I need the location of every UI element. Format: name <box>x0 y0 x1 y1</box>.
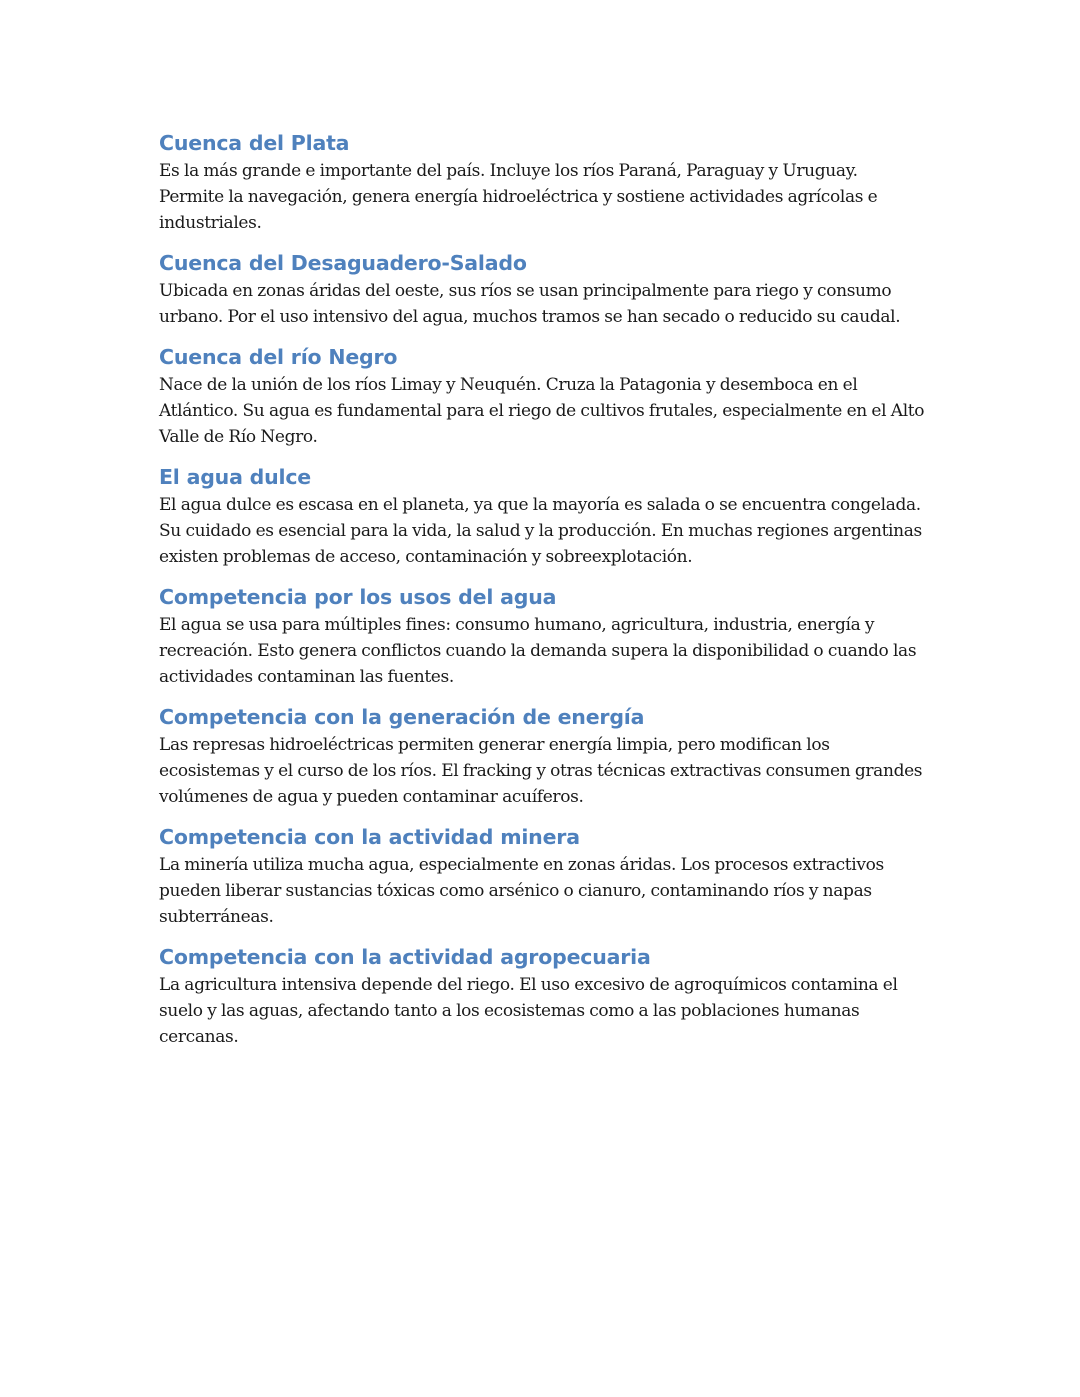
section-heading: Cuenca del río Negro <box>159 345 398 369</box>
body-line: ecosistemas y el curso de los ríos. El fracking y otras técnicas extractivas consumen grandes <box>159 761 923 781</box>
body-line: suelo y las aguas, afectando tanto a los ecosistemas como a las poblaciones humanas <box>159 1001 860 1021</box>
section-competencia-usos-del-agua <box>159 582 929 690</box>
body-line: Valle de Río Negro. <box>159 427 318 447</box>
section-heading: Cuenca del Desaguadero-Salado <box>159 251 527 275</box>
body-line: El agua se usa para múltiples fines: consumo humano, agricultura, industria, energía y <box>159 615 875 635</box>
body-line: cercanas. <box>159 1027 239 1047</box>
section-body <box>159 372 929 450</box>
document-page <box>159 128 929 1062</box>
section-heading: El agua dulce <box>159 465 311 489</box>
section-heading: Competencia por los usos del agua <box>159 585 557 609</box>
body-line: Ubicada en zonas áridas del oeste, sus ríos se usan principalmente para riego y consumo <box>159 281 892 301</box>
section-competencia-generacion-energia <box>159 702 929 810</box>
section-cuenca-del-desaguadero-salado <box>159 248 929 330</box>
section-competencia-actividad-agropecuaria <box>159 942 929 1050</box>
section-body <box>159 278 929 330</box>
body-line: volúmenes de agua y pueden contaminar acuíferos. <box>159 787 584 807</box>
section-body <box>159 852 929 930</box>
body-line: La agricultura intensiva depende del riego. El uso excesivo de agroquímicos contamina el <box>159 975 898 995</box>
section-body <box>159 732 929 810</box>
section-body <box>159 972 929 1050</box>
section-el-agua-dulce <box>159 462 929 570</box>
section-cuenca-del-rio-negro <box>159 342 929 450</box>
body-line: recreación. Esto genera conflictos cuando la demanda supera la disponibilidad o cuando las <box>159 641 917 661</box>
body-line: subterráneas. <box>159 907 274 927</box>
section-competencia-actividad-minera <box>159 822 929 930</box>
body-line: Las represas hidroeléctricas permiten generar energía limpia, pero modifican los <box>159 735 830 755</box>
section-heading: Competencia con la generación de energía <box>159 705 645 729</box>
body-line: Su cuidado es esencial para la vida, la salud y la producción. En muchas regiones argentinas <box>159 521 922 541</box>
body-line: actividades contaminan las fuentes. <box>159 667 454 687</box>
body-line: La minería utiliza mucha agua, especialmente en zonas áridas. Los procesos extractivos <box>159 855 884 875</box>
body-line: existen problemas de acceso, contaminación y sobreexplotación. <box>159 547 693 567</box>
section-heading: Cuenca del Plata <box>159 131 350 155</box>
section-body <box>159 158 929 236</box>
section-body <box>159 612 929 690</box>
section-cuenca-del-plata <box>159 128 929 236</box>
body-line: El agua dulce es escasa en el planeta, ya que la mayoría es salada o se encuentra congelada. <box>159 495 921 515</box>
body-line: Atlántico. Su agua es fundamental para el riego de cultivos frutales, especialmente en el Alto <box>159 401 925 421</box>
section-heading: Competencia con la actividad minera <box>159 825 580 849</box>
body-line: Nace de la unión de los ríos Limay y Neuquén. Cruza la Patagonia y desemboca en el <box>159 375 858 395</box>
body-line: urbano. Por el uso intensivo del agua, muchos tramos se han secado o reducido su caudal. <box>159 307 901 327</box>
body-line: Es la más grande e importante del país. Incluye los ríos Paraná, Paraguay y Uruguay. <box>159 161 858 181</box>
body-line: Permite la navegación, genera energía hidroeléctrica y sostiene actividades agrícolas e <box>159 187 878 207</box>
body-line: industriales. <box>159 213 262 233</box>
section-body <box>159 492 929 570</box>
section-heading: Competencia con la actividad agropecuaria <box>159 945 651 969</box>
body-line: pueden liberar sustancias tóxicas como arsénico o cianuro, contaminando ríos y napas <box>159 881 872 901</box>
